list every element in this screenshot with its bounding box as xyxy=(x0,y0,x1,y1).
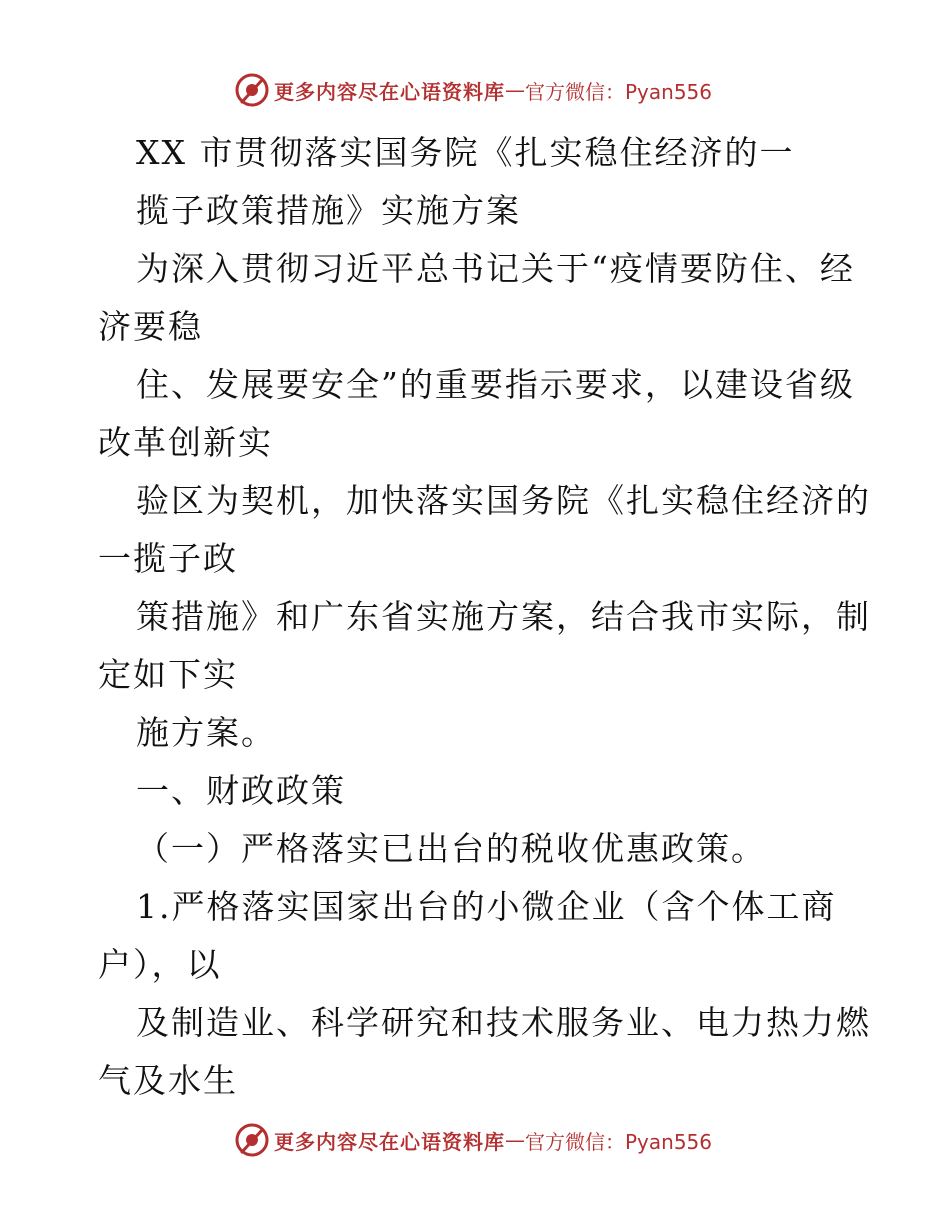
subsection-heading: （一）严格落实已出台的税收优惠政策。 xyxy=(136,829,766,868)
banner-dash: — xyxy=(505,78,525,102)
paragraph-line: 验区为契机，加快落实国务院《扎实稳住经济的 xyxy=(136,481,871,520)
section-heading: 一、财政政策 xyxy=(136,771,346,810)
paragraph-line: 住、发展要安全”的重要指示要求，以建设省级 xyxy=(136,365,855,404)
paragraph-line: 气及水生 xyxy=(98,1061,238,1100)
paragraph-line: 策措施》和广东省实施方案，结合我市实际，制 xyxy=(136,597,871,636)
header-banner xyxy=(234,70,754,110)
banner-text: 更多内容尽在心语资料库 xyxy=(274,79,505,104)
logo-icon xyxy=(234,72,270,108)
paragraph-line: 1.严格落实国家出台的小微企业（含个体工商 xyxy=(136,887,837,926)
title-line-2: 揽子政策措施》实施方案 xyxy=(136,191,521,230)
document-body xyxy=(98,124,871,1110)
paragraph-line: 为深入贯彻习近平总书记关于“疫情要防住、经 xyxy=(136,249,855,288)
banner-dash: — xyxy=(505,1128,525,1152)
banner-wechat: 官方微信：Pyan556 xyxy=(525,79,713,104)
paragraph-line: 定如下实 xyxy=(98,655,238,694)
paragraph-line: 及制造业、科学研究和技术服务业、电力热力燃 xyxy=(136,1003,871,1042)
footer-banner xyxy=(234,1120,754,1160)
banner-text: 更多内容尽在心语资料库 xyxy=(274,1129,505,1154)
paragraph-line: 一揽子政 xyxy=(98,539,238,578)
paragraph-line: 户），以 xyxy=(98,945,222,984)
paragraph-line: 施方案。 xyxy=(136,713,276,752)
banner-wechat: 官方微信：Pyan556 xyxy=(525,1129,713,1154)
paragraph-line: 济要稳 xyxy=(98,307,203,346)
logo-icon xyxy=(234,1122,270,1158)
paragraph-line: 改革创新实 xyxy=(98,423,273,462)
title-line-1: XX 市贯彻落实国务院《扎实稳住经济的一 xyxy=(136,133,795,172)
